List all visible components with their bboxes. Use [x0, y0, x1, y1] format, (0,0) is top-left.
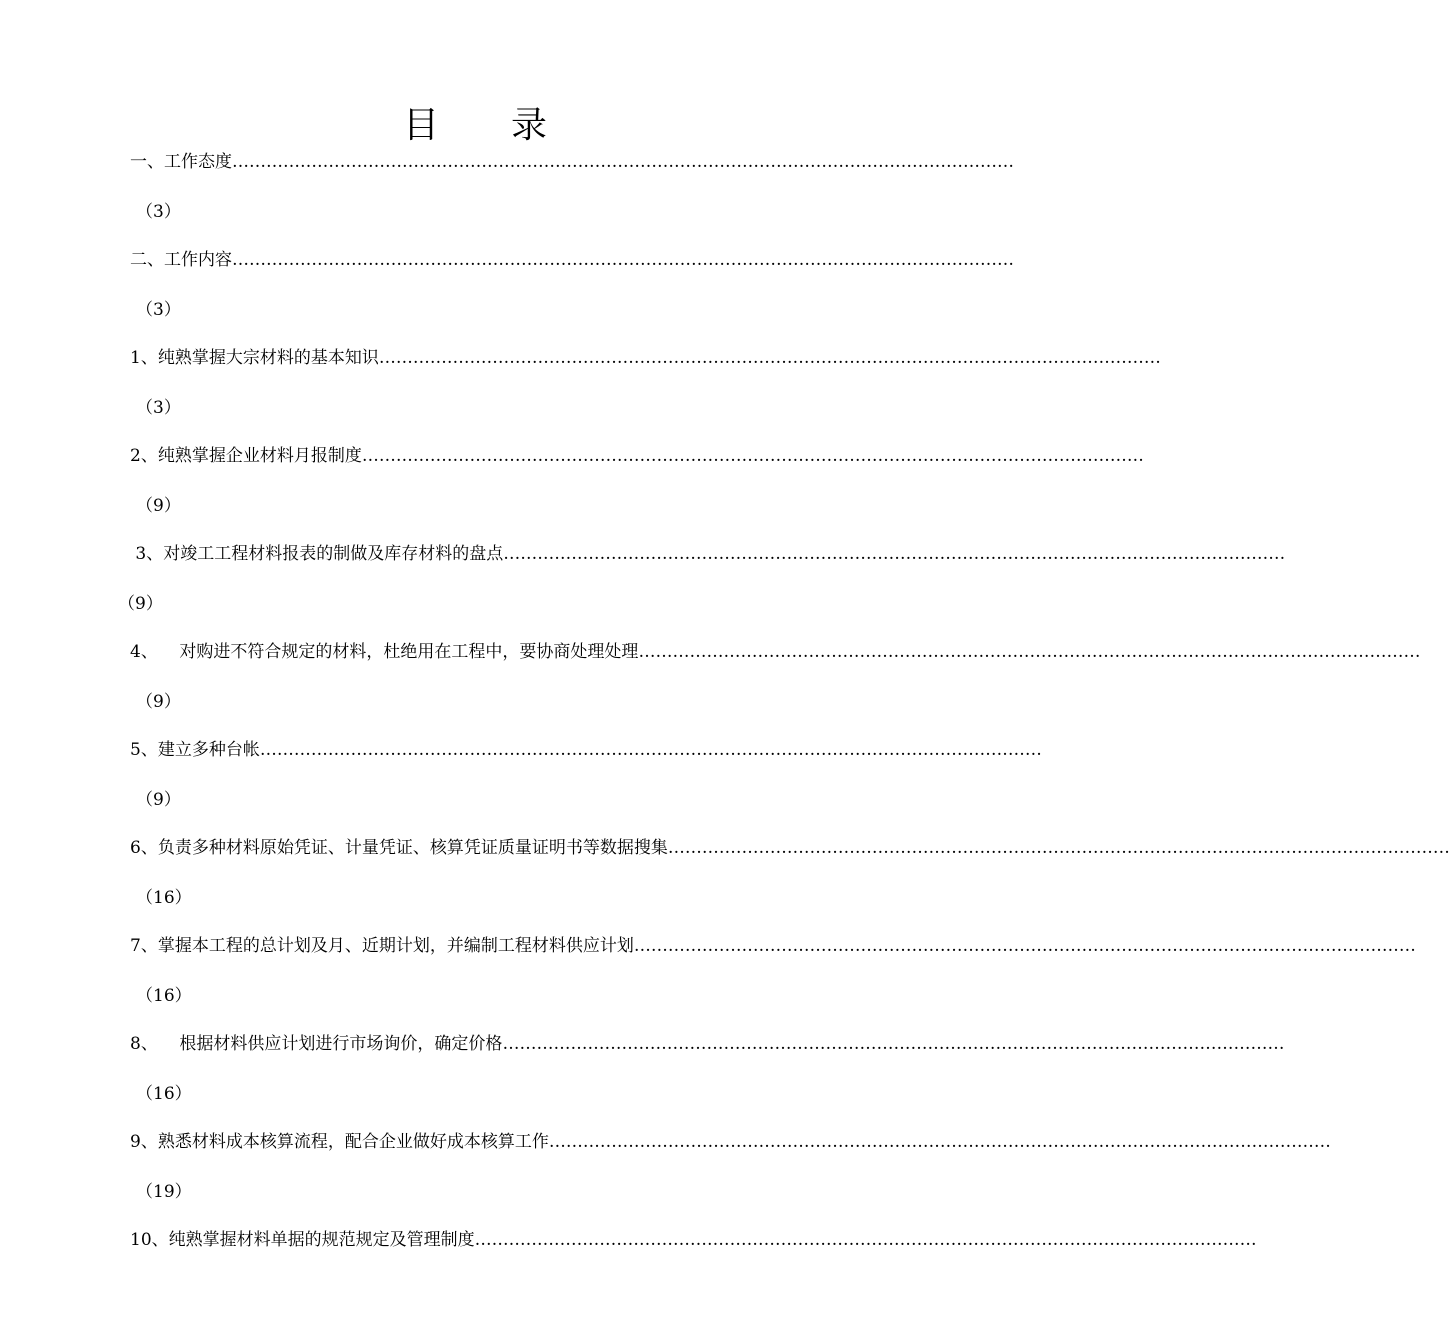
- toc-entry-page: （3）: [136, 300, 181, 320]
- toc-entry-11[interactable]: [130, 1128, 1331, 1156]
- toc-entry-7[interactable]: [130, 736, 1042, 764]
- toc-leader: …………………………………………………………………………………………………………………………: [548, 1132, 1331, 1152]
- toc-entry-label: 10、纯熟掌握材料单据的规范规定及管理制度: [130, 1230, 475, 1250]
- toc-leader: …………………………………………………………………………………………………………………………: [502, 1034, 1285, 1054]
- toc-entry-label: 4、 对购进不符合规定的材料，杜绝用在工程中，要协商处理处理: [130, 642, 639, 662]
- toc-entry-10[interactable]: [130, 1030, 1285, 1058]
- toc-entry-3[interactable]: [130, 344, 1161, 372]
- toc-leader: …………………………………………………………………………………………………………………………: [378, 348, 1161, 368]
- toc-entry-page: （9）: [136, 496, 181, 516]
- toc-entry-page: （16）: [136, 888, 192, 908]
- toc-leader: …………………………………………………………………………………………………………………………: [232, 152, 1014, 172]
- toc-entry-label: 3、对竣工工程材料报表的制做及库存材料的盘点: [130, 544, 504, 564]
- toc-entry-page: （9）: [118, 594, 163, 614]
- toc-entry-label: 9、熟悉材料成本核算流程，配合企业做好成本核算工作: [130, 1132, 549, 1152]
- toc-leader: …………………………………………………………………………………………………………………………: [638, 642, 1421, 662]
- toc-entry-label: 6、负责多种材料原始凭证、计量凭证、核算凭证质量证明书等数据搜集: [130, 838, 668, 858]
- toc-entry-label: 二、工作内容: [130, 250, 232, 270]
- toc-leader: …………………………………………………………………………………………………………………………: [667, 838, 1450, 858]
- toc-entry-label: 1、纯熟掌握大宗材料的基本知识: [130, 348, 379, 368]
- toc-leader: …………………………………………………………………………………………………………………………: [361, 446, 1144, 466]
- toc-entry-1[interactable]: [130, 148, 1014, 176]
- toc-leader: …………………………………………………………………………………………………………………………: [633, 936, 1416, 956]
- toc-entry-label: 5、建立多种台帐: [130, 740, 260, 760]
- toc-entry-9[interactable]: [130, 932, 1416, 960]
- toc-entry-page: （3）: [136, 398, 181, 418]
- toc-entry-label: 7、掌握本工程的总计划及月、近期计划，并编制工程材料供应计划: [130, 936, 634, 956]
- toc-entry-page: （16）: [136, 986, 192, 1006]
- toc-entry-page: （3）: [136, 202, 181, 222]
- toc-leader: …………………………………………………………………………………………………………………………: [259, 740, 1042, 760]
- toc-entry-2[interactable]: [130, 246, 1014, 274]
- page-title: 目 录: [402, 105, 547, 146]
- toc-entry-12[interactable]: [130, 1226, 1257, 1254]
- toc-entry-page: （9）: [136, 790, 181, 810]
- toc-entry-label: 8、 根据材料供应计划进行市场询价，确定价格: [130, 1034, 503, 1054]
- toc-entry-6[interactable]: [130, 638, 1421, 666]
- toc-entry-5[interactable]: [130, 540, 1286, 568]
- toc-leader: …………………………………………………………………………………………………………………………: [232, 250, 1014, 270]
- toc-entry-page: （16）: [136, 1084, 192, 1104]
- toc-entry-label: 一、工作态度: [130, 152, 232, 172]
- toc-leader: …………………………………………………………………………………………………………………………: [474, 1230, 1257, 1250]
- toc-entry-page: （9）: [136, 692, 181, 712]
- toc-entry-4[interactable]: [130, 442, 1144, 470]
- toc-leader: …………………………………………………………………………………………………………………………: [503, 544, 1286, 564]
- toc-entry-page: （19）: [136, 1182, 192, 1202]
- toc-entry-8[interactable]: [130, 834, 1450, 862]
- toc-entry-label: 2、纯熟掌握企业材料月报制度: [130, 446, 362, 466]
